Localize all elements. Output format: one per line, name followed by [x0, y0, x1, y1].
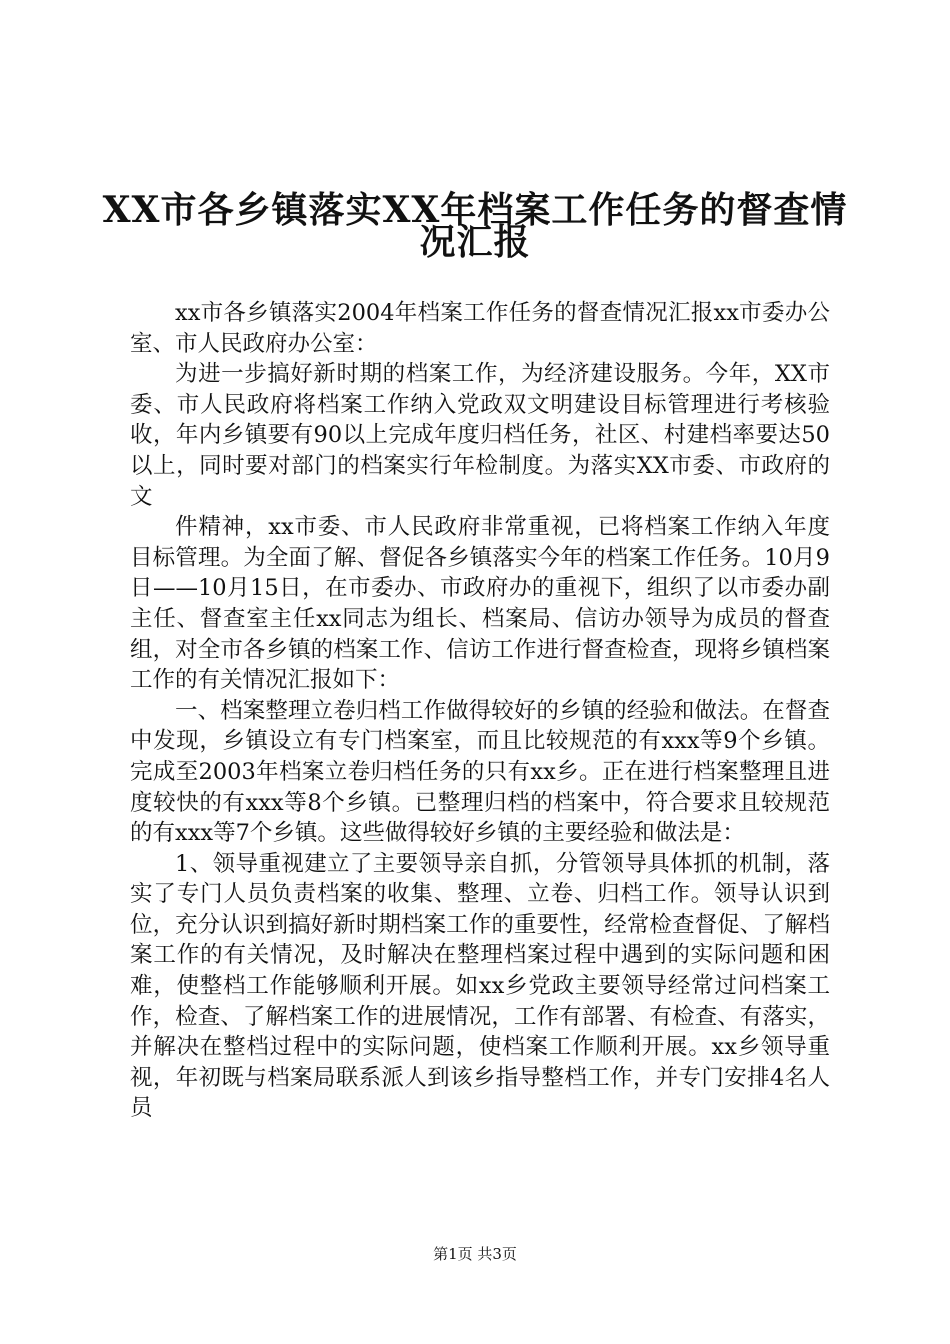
paragraph: xx市各乡镇落实2004年档案工作任务的督查情况汇报xx市委办公室、市人民政府办公室：: [130, 300, 830, 357]
paragraph: 一、档案整理立卷归档工作做得较好的乡镇的经验和做法。在督查中发现，乡镇设立有专门档案室，而且比较规范的有xxx等9个乡镇。完成至2003年档案立卷归档任务的只有xx乡。正在进行档案整理且进度较快的有xxx等8个乡镇。已整理归档的档案中，符合要求且较规范的有xxx等7个乡镇。这些做得较好乡镇的主要经验和做法是：: [130, 697, 830, 847]
document-title-line1: XX市各乡镇落实XX年档案工作任务的督查情: [102, 189, 848, 231]
page-number-footer: 第1页 共3页: [433, 1245, 517, 1263]
paragraph: 件精神，xx市委、市人民政府非常重视，已将档案工作纳入年度目标管理。为全面了解、督促各乡镇落实今年的档案工作任务。10月9日——10月15日，在市委办、市政府办的重视下，组织了以市委办副主任、督查室主任xx同志为组长、档案局、信访办领导为成员的督查组，对全市各乡镇的档案工作、信访工作进行督查检查，现将乡镇档案工作的有关情况汇报如下：: [130, 514, 830, 694]
paragraph: 为进一步搞好新时期的档案工作，为经济建设服务。今年，XX市委、市人民政府将档案工作纳入党政双文明建设目标管理进行考核验收，年内乡镇要有90以上完成年度归档任务，社区、村建档率要达50以上，同时要对部门的档案实行年检制度。为落实XX市委、市政府的文: [130, 361, 830, 510]
paragraph: 1、领导重视建立了主要领导亲自抓，分管领导具体抓的机制，落实了专门人员负责档案的收集、整理、立卷、归档工作。领导认识到位，充分认识到搞好新时期档案工作的重要性，经常检查督促、了解档案工作的有关情况，及时解决在整理档案过程中遇到的实际问题和困难，使整档工作能够顺利开展。如xx乡党政主要领导经常过问档案工作，检查、了解档案工作的进展情况，工作有部署、有检查、有落实，并解决在整档过程中的实际问题，使档案工作顺利开展。xx乡领导重视，年初既与档案局联系派人到该乡指导整档工作，并专门安排4名人员: [130, 850, 830, 1122]
document-body: [130, 298, 830, 1124]
document-title-line2: 况汇报: [419, 221, 531, 263]
